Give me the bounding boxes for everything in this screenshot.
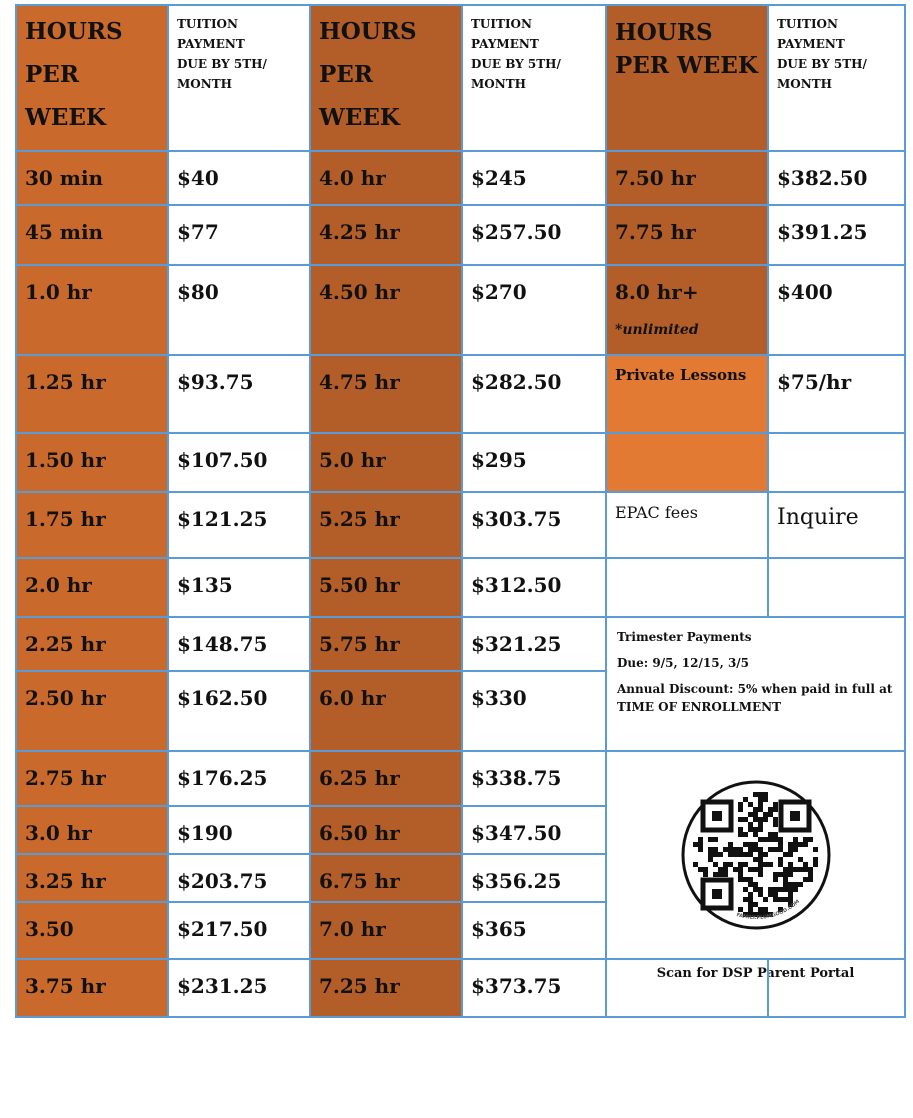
price-cell: $391.25 <box>769 206 906 266</box>
empty-cell <box>769 960 906 1018</box>
hours-per-week-header <box>311 6 463 152</box>
hours-cell: 2.75 hr <box>17 752 169 807</box>
hours-cell: 45 min <box>17 206 169 266</box>
hours-cell: 5.50 hr <box>311 559 463 618</box>
qr-ring-text: FAMILY.PLUMGOOD.COM <box>735 898 801 922</box>
price-cell: $400 <box>769 266 906 356</box>
hours-cell: 5.75 hr <box>311 618 463 672</box>
price-cell: $121.25 <box>169 493 311 559</box>
header-word: HOURS <box>25 18 123 45</box>
header-word: WEEK <box>25 104 106 131</box>
header-word: PER WEEK <box>615 52 758 79</box>
hours-cell: 7.50 hr <box>607 152 769 206</box>
price-cell: $365 <box>463 903 607 960</box>
trimester-payments-note <box>607 618 906 752</box>
hours-cell: 2.50 hr <box>17 672 169 752</box>
empty-cell <box>607 434 769 493</box>
qr-caption: Scan for DSP Parent Portal <box>656 966 855 981</box>
price-cell: $270 <box>463 266 607 356</box>
price-cell: $190 <box>169 807 311 855</box>
header-word: WEEK <box>319 104 400 131</box>
hours-cell: 7.75 hr <box>607 206 769 266</box>
hours-cell: 5.0 hr <box>311 434 463 493</box>
header-word: DUE BY 5TH/ <box>471 57 561 71</box>
price-cell: $162.50 <box>169 672 311 752</box>
tuition-payment-header <box>463 6 607 152</box>
header-word: PAYMENT <box>471 37 539 51</box>
hours-cell: 6.0 hr <box>311 672 463 752</box>
header-word: MONTH <box>471 77 526 91</box>
hours-cell: 3.75 hr <box>17 960 169 1018</box>
hours-cell: 1.25 hr <box>17 356 169 434</box>
price-cell: $203.75 <box>169 855 311 903</box>
header-word: HOURS <box>615 19 713 46</box>
private-lessons-label: Private Lessons <box>607 356 769 434</box>
hours-cell: 4.0 hr <box>311 152 463 206</box>
price-cell: $217.50 <box>169 903 311 960</box>
hours-cell: 5.25 hr <box>311 493 463 559</box>
empty-cell <box>769 559 906 618</box>
price-cell: $40 <box>169 152 311 206</box>
price-cell: $373.75 <box>463 960 607 1018</box>
hours-per-week-header <box>607 6 769 152</box>
price-cell: $257.50 <box>463 206 607 266</box>
private-lessons-price: $75/hr <box>769 356 906 434</box>
qr-code-panel <box>607 752 906 981</box>
header-word: DUE BY 5TH/ <box>177 57 267 71</box>
hours-label: 8.0 hr+ <box>615 280 699 304</box>
price-cell: $321.25 <box>463 618 607 672</box>
header-word: PER <box>25 61 79 88</box>
price-cell: $93.75 <box>169 356 311 434</box>
hours-cell: 4.75 hr <box>311 356 463 434</box>
header-word: TUITION <box>471 17 532 31</box>
header-word: PAYMENT <box>777 37 845 51</box>
header-word: DUE BY 5TH/ <box>777 57 867 71</box>
hours-cell: 6.75 hr <box>311 855 463 903</box>
price-cell: $295 <box>463 434 607 493</box>
price-cell: $135 <box>169 559 311 618</box>
header-word: MONTH <box>777 77 832 91</box>
price-cell: $330 <box>463 672 607 752</box>
price-cell: $245 <box>463 152 607 206</box>
empty-cell <box>769 434 906 493</box>
price-cell: $382.50 <box>769 152 906 206</box>
annual-discount: Annual Discount: 5% when paid in full at TIME OF ENROLLMENT <box>617 682 893 714</box>
tuition-payment-header <box>769 6 906 152</box>
price-cell: $282.50 <box>463 356 607 434</box>
tuition-table <box>15 4 906 1018</box>
trimester-title: Trimester Payments <box>617 630 752 644</box>
epac-fees-label: EPAC fees <box>607 493 769 559</box>
price-cell: $176.25 <box>169 752 311 807</box>
header-word: PER <box>319 61 373 88</box>
hours-cell: 30 min <box>17 152 169 206</box>
hours-cell: 4.25 hr <box>311 206 463 266</box>
price-cell: $148.75 <box>169 618 311 672</box>
hours-cell: 2.0 hr <box>17 559 169 618</box>
empty-cell <box>607 960 769 1018</box>
hours-per-week-header <box>17 6 169 152</box>
price-cell: $107.50 <box>169 434 311 493</box>
empty-cell <box>607 559 769 618</box>
tuition-payment-header <box>169 6 311 152</box>
price-cell: $356.25 <box>463 855 607 903</box>
price-cell: $312.50 <box>463 559 607 618</box>
header-word: TUITION <box>177 17 238 31</box>
qr-code-icon[interactable] <box>681 780 831 930</box>
hours-cell: 1.0 hr <box>17 266 169 356</box>
unlimited-note: *unlimited <box>615 322 699 338</box>
hours-cell: 2.25 hr <box>17 618 169 672</box>
price-cell: $347.50 <box>463 807 607 855</box>
hours-cell: 1.50 hr <box>17 434 169 493</box>
price-cell: $231.25 <box>169 960 311 1018</box>
hours-cell: 7.25 hr <box>311 960 463 1018</box>
header-word: PAYMENT <box>177 37 245 51</box>
trimester-due-dates: Due: 9/5, 12/15, 3/5 <box>617 656 750 670</box>
hours-cell: 6.50 hr <box>311 807 463 855</box>
price-cell: $338.75 <box>463 752 607 807</box>
header-word: TUITION <box>777 17 838 31</box>
price-cell: $77 <box>169 206 311 266</box>
header-word: MONTH <box>177 77 232 91</box>
hours-cell: 4.50 hr <box>311 266 463 356</box>
price-cell: $80 <box>169 266 311 356</box>
hours-cell-unlimited <box>607 266 769 356</box>
epac-fees-value: Inquire <box>769 493 906 559</box>
hours-cell: 6.25 hr <box>311 752 463 807</box>
hours-cell: 3.0 hr <box>17 807 169 855</box>
hours-cell: 3.50 <box>17 903 169 960</box>
header-word: HOURS <box>319 18 417 45</box>
hours-cell: 7.0 hr <box>311 903 463 960</box>
hours-cell: 1.75 hr <box>17 493 169 559</box>
hours-cell: 3.25 hr <box>17 855 169 903</box>
price-cell: $303.75 <box>463 493 607 559</box>
